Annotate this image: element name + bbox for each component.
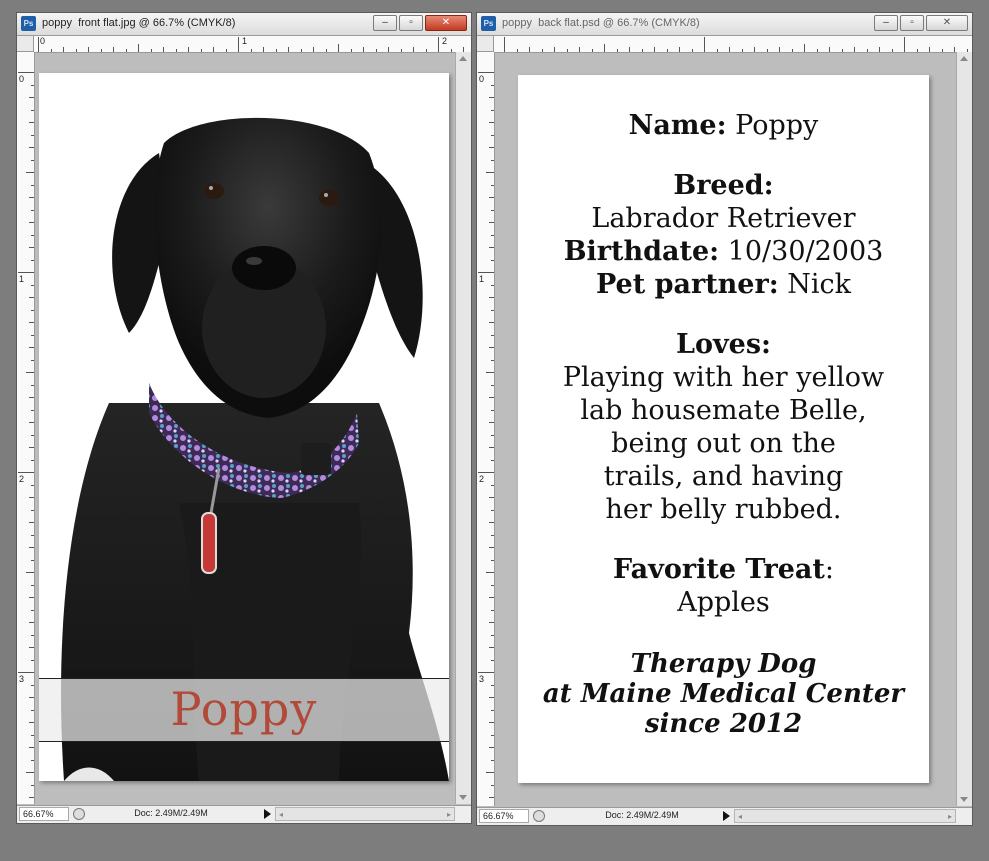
ruler-tick bbox=[486, 172, 494, 173]
ruler-tick bbox=[376, 49, 377, 52]
ruler-tick bbox=[31, 235, 34, 236]
ruler-tick bbox=[491, 785, 494, 786]
status-bar bbox=[17, 805, 471, 823]
ruler-tick bbox=[151, 49, 152, 52]
ruler-tick bbox=[351, 49, 352, 52]
ruler-tick bbox=[854, 47, 855, 52]
treat-value: Apples bbox=[677, 587, 770, 618]
dog-photo bbox=[39, 73, 449, 781]
ruler-tick bbox=[29, 722, 34, 723]
ruler-tick bbox=[18, 472, 34, 473]
treat-label: Favorite Treat bbox=[612, 554, 825, 585]
ruler-tick bbox=[38, 37, 39, 52]
ruler-tick bbox=[489, 722, 494, 723]
footer-line: Therapy Dog bbox=[630, 649, 817, 679]
ruler-tick bbox=[31, 585, 34, 586]
ruler-tick bbox=[363, 47, 364, 52]
ruler-tick bbox=[491, 685, 494, 686]
footer-line: since 2012 bbox=[644, 709, 803, 739]
loves-line: trails, and having bbox=[603, 461, 844, 492]
vertical-ruler[interactable] bbox=[17, 52, 35, 804]
ruler-tick bbox=[489, 697, 494, 698]
ruler-tick bbox=[491, 360, 494, 361]
ruler-tick bbox=[29, 97, 34, 98]
ruler-tick bbox=[491, 385, 494, 386]
ruler-tick bbox=[779, 47, 780, 52]
vertical-scrollbar[interactable] bbox=[956, 52, 972, 806]
ruler-tick bbox=[667, 49, 668, 52]
ruler-tick bbox=[491, 410, 494, 411]
horizontal-scrollbar[interactable] bbox=[275, 807, 455, 821]
ruler-tick bbox=[491, 635, 494, 636]
ruler-label: 0 bbox=[479, 74, 485, 84]
ruler-label: 1 bbox=[19, 274, 25, 284]
ruler-tick bbox=[491, 160, 494, 161]
ruler-tick bbox=[489, 422, 494, 423]
scroll-left-icon[interactable]: ◂ bbox=[279, 810, 284, 819]
ruler-tick bbox=[313, 47, 314, 52]
ruler-tick bbox=[491, 210, 494, 211]
ruler-tick bbox=[679, 47, 680, 52]
ruler-tick bbox=[29, 747, 34, 748]
ruler-tick bbox=[489, 347, 494, 348]
ruler-tick bbox=[29, 147, 34, 148]
window-title: poppy front flat.jpg @ 66.7% (CMYK/8) bbox=[42, 17, 236, 29]
ruler-tick bbox=[517, 49, 518, 52]
ruler-label: 2 bbox=[442, 36, 448, 46]
ruler-tick bbox=[486, 572, 494, 573]
ruler-tick bbox=[276, 49, 277, 52]
name-line bbox=[518, 109, 929, 142]
ruler-tick bbox=[31, 385, 34, 386]
vertical-scrollbar[interactable] bbox=[455, 52, 471, 804]
ruler-tick bbox=[31, 435, 34, 436]
ruler-tick bbox=[554, 47, 555, 52]
ruler-tick bbox=[489, 497, 494, 498]
ruler-tick bbox=[31, 460, 34, 461]
ruler-tick bbox=[604, 44, 605, 52]
ruler-tick bbox=[26, 372, 34, 373]
ruler-label: 3 bbox=[479, 674, 485, 684]
horizontal-ruler[interactable] bbox=[34, 36, 471, 53]
ruler-tick bbox=[31, 285, 34, 286]
name-banner bbox=[39, 678, 449, 742]
ruler-tick bbox=[29, 347, 34, 348]
back-document-window[interactable] bbox=[476, 12, 973, 826]
ruler-tick bbox=[76, 49, 77, 52]
ruler-tick bbox=[767, 49, 768, 52]
zoom-level-field[interactable]: 66.67% bbox=[19, 807, 69, 821]
ruler-tick bbox=[489, 122, 494, 123]
ruler-tick bbox=[31, 185, 34, 186]
photoshop-icon: Ps bbox=[481, 16, 496, 31]
ruler-tick bbox=[491, 285, 494, 286]
ruler-tick bbox=[31, 310, 34, 311]
ruler-tick bbox=[489, 297, 494, 298]
photoshop-icon: Ps bbox=[21, 16, 36, 31]
ruler-tick bbox=[491, 310, 494, 311]
ruler-tick bbox=[804, 44, 805, 52]
ruler-tick bbox=[29, 797, 34, 798]
ruler-label: 0 bbox=[19, 74, 25, 84]
ruler-tick bbox=[504, 37, 505, 52]
ruler-tick bbox=[491, 235, 494, 236]
ruler-tick bbox=[226, 49, 227, 52]
ruler-tick bbox=[201, 49, 202, 52]
ruler-tick bbox=[29, 447, 34, 448]
breed-label: Breed: bbox=[673, 170, 774, 201]
ruler-tick bbox=[438, 37, 439, 52]
ruler-tick bbox=[31, 785, 34, 786]
ruler-origin[interactable] bbox=[17, 36, 34, 52]
ruler-tick bbox=[489, 797, 494, 798]
scroll-left-icon[interactable]: ◂ bbox=[738, 812, 743, 821]
ruler-tick bbox=[31, 635, 34, 636]
title-bar[interactable] bbox=[477, 13, 972, 36]
ruler-tick bbox=[954, 47, 955, 52]
ruler-tick bbox=[29, 497, 34, 498]
ruler-origin[interactable] bbox=[477, 36, 494, 52]
ruler-tick bbox=[29, 522, 34, 523]
ruler-tick bbox=[592, 49, 593, 52]
ruler-tick bbox=[251, 49, 252, 52]
ruler-tick bbox=[31, 335, 34, 336]
ruler-tick bbox=[792, 49, 793, 52]
scroll-right-icon[interactable]: ▸ bbox=[446, 810, 451, 819]
zoom-level-field[interactable]: 66.67% bbox=[479, 809, 529, 823]
scroll-down-icon[interactable] bbox=[459, 795, 467, 800]
ruler-tick bbox=[489, 147, 494, 148]
ruler-tick bbox=[29, 122, 34, 123]
breed-value: Labrador Retriever bbox=[591, 203, 856, 234]
ruler-tick bbox=[489, 647, 494, 648]
ruler-tick bbox=[842, 49, 843, 52]
ruler-label: 1 bbox=[479, 274, 485, 284]
ruler-tick bbox=[692, 49, 693, 52]
ruler-tick bbox=[426, 49, 427, 52]
front-document-window[interactable] bbox=[16, 12, 472, 824]
ruler-tick bbox=[489, 97, 494, 98]
ruler-tick bbox=[31, 160, 34, 161]
maximize-button[interactable]: ▫ bbox=[900, 15, 924, 31]
ruler-tick bbox=[29, 197, 34, 198]
ruler-label: 0 bbox=[40, 36, 46, 46]
ruler-tick bbox=[717, 49, 718, 52]
ruler-tick bbox=[388, 47, 389, 52]
ruler-tick bbox=[491, 535, 494, 536]
ruler-tick bbox=[18, 72, 34, 73]
ruler-tick bbox=[29, 647, 34, 648]
canvas-area[interactable] bbox=[35, 53, 455, 804]
ruler-label: 2 bbox=[19, 474, 25, 484]
ruler-tick bbox=[489, 747, 494, 748]
ruler-tick bbox=[63, 47, 64, 52]
ruler-tick bbox=[31, 685, 34, 686]
treat-colon: : bbox=[824, 554, 835, 585]
ruler-tick bbox=[338, 44, 339, 52]
canvas-area[interactable] bbox=[495, 53, 957, 806]
scroll-down-icon[interactable] bbox=[960, 797, 968, 802]
ruler-tick bbox=[238, 37, 239, 52]
loves-line: her belly rubbed. bbox=[605, 494, 842, 525]
ruler-label: 2 bbox=[479, 474, 485, 484]
ruler-tick bbox=[489, 447, 494, 448]
status-bar bbox=[477, 807, 972, 825]
ruler-tick bbox=[489, 322, 494, 323]
ruler-tick bbox=[31, 610, 34, 611]
ruler-tick bbox=[542, 49, 543, 52]
ruler-tick bbox=[617, 49, 618, 52]
scroll-up-icon[interactable] bbox=[459, 56, 467, 61]
minimize-button[interactable]: – bbox=[373, 15, 397, 31]
status-menu-arrow-icon[interactable] bbox=[723, 811, 730, 821]
loves-line: lab housemate Belle, bbox=[580, 395, 867, 426]
horizontal-scrollbar[interactable] bbox=[734, 809, 956, 823]
ruler-tick bbox=[31, 660, 34, 661]
ruler-tick bbox=[31, 560, 34, 561]
name-value: Poppy bbox=[735, 110, 819, 141]
ruler-label: 1 bbox=[242, 36, 248, 46]
ruler-tick bbox=[729, 47, 730, 52]
status-info-icon[interactable] bbox=[533, 810, 545, 822]
ruler-tick bbox=[892, 49, 893, 52]
ruler-tick bbox=[31, 260, 34, 261]
footer-line: at Maine Medical Center bbox=[542, 679, 905, 709]
ruler-tick bbox=[101, 49, 102, 52]
ruler-tick bbox=[491, 585, 494, 586]
ruler-tick bbox=[491, 260, 494, 261]
scroll-up-icon[interactable] bbox=[960, 56, 968, 61]
ruler-tick bbox=[579, 47, 580, 52]
ruler-tick bbox=[29, 697, 34, 698]
ruler-tick bbox=[491, 435, 494, 436]
ruler-tick bbox=[31, 410, 34, 411]
ruler-tick bbox=[817, 49, 818, 52]
ruler-tick bbox=[754, 47, 755, 52]
ruler-tick bbox=[29, 422, 34, 423]
ruler-tick bbox=[31, 210, 34, 211]
ruler-tick bbox=[18, 272, 34, 273]
ruler-tick bbox=[491, 660, 494, 661]
back-card-canvas[interactable] bbox=[518, 75, 929, 783]
close-button[interactable]: ✕ bbox=[425, 15, 467, 31]
ruler-tick bbox=[326, 49, 327, 52]
birthdate-label: Birthdate: bbox=[563, 236, 720, 267]
minimize-button[interactable]: – bbox=[874, 15, 898, 31]
ruler-tick bbox=[478, 472, 494, 473]
ruler-tick bbox=[176, 49, 177, 52]
ruler-tick bbox=[491, 485, 494, 486]
ruler-tick bbox=[917, 49, 918, 52]
ruler-tick bbox=[29, 622, 34, 623]
ruler-tick bbox=[491, 610, 494, 611]
ruler-tick bbox=[929, 47, 930, 52]
ruler-tick bbox=[188, 47, 189, 52]
status-info-icon[interactable] bbox=[73, 808, 85, 820]
title-bar[interactable] bbox=[17, 13, 471, 36]
vertical-ruler[interactable] bbox=[477, 52, 495, 806]
ruler-tick bbox=[31, 135, 34, 136]
ruler-tick bbox=[491, 335, 494, 336]
ruler-tick bbox=[942, 49, 943, 52]
ruler-tick bbox=[491, 110, 494, 111]
maximize-button[interactable]: ▫ bbox=[399, 15, 423, 31]
document-size: Doc: 2.49M/2.49M bbox=[605, 810, 679, 820]
scroll-right-icon[interactable]: ▸ bbox=[947, 812, 952, 821]
ruler-tick bbox=[491, 760, 494, 761]
ruler-tick bbox=[301, 49, 302, 52]
ruler-tick bbox=[31, 710, 34, 711]
ruler-tick bbox=[29, 222, 34, 223]
ruler-tick bbox=[401, 49, 402, 52]
ruler-tick bbox=[489, 522, 494, 523]
ruler-tick bbox=[867, 49, 868, 52]
ruler-tick bbox=[213, 47, 214, 52]
ruler-tick bbox=[31, 735, 34, 736]
loves-line: being out on the bbox=[611, 428, 836, 459]
ruler-tick bbox=[489, 547, 494, 548]
document-size: Doc: 2.49M/2.49M bbox=[134, 808, 208, 818]
ruler-tick bbox=[31, 535, 34, 536]
birthdate-line bbox=[518, 235, 929, 268]
ruler-tick bbox=[31, 110, 34, 111]
ruler-tick bbox=[486, 372, 494, 373]
treat-label-line bbox=[518, 553, 929, 586]
ruler-tick bbox=[26, 172, 34, 173]
birthdate-value: 10/30/2003 bbox=[727, 236, 884, 267]
ruler-tick bbox=[491, 85, 494, 86]
ruler-tick bbox=[904, 37, 905, 52]
ruler-tick bbox=[489, 597, 494, 598]
ruler-tick bbox=[491, 560, 494, 561]
ruler-tick bbox=[491, 735, 494, 736]
ruler-tick bbox=[31, 760, 34, 761]
dog-name-title: Poppy bbox=[170, 682, 318, 736]
ruler-tick bbox=[629, 47, 630, 52]
ruler-label: 3 bbox=[19, 674, 25, 684]
ruler-tick bbox=[126, 49, 127, 52]
ruler-tick bbox=[288, 47, 289, 52]
loves-label: Loves: bbox=[675, 329, 772, 360]
loves-line: Playing with her yellow bbox=[562, 362, 885, 393]
ruler-tick bbox=[51, 49, 52, 52]
ruler-tick bbox=[529, 47, 530, 52]
ruler-tick bbox=[489, 397, 494, 398]
ruler-tick bbox=[491, 135, 494, 136]
ruler-tick bbox=[263, 47, 264, 52]
ruler-tick bbox=[567, 49, 568, 52]
ruler-tick bbox=[489, 197, 494, 198]
ruler-tick bbox=[742, 49, 743, 52]
ruler-tick bbox=[491, 510, 494, 511]
partner-line bbox=[518, 268, 929, 301]
ruler-tick bbox=[486, 772, 494, 773]
ruler-tick bbox=[88, 47, 89, 52]
ruler-tick bbox=[163, 47, 164, 52]
ruler-tick bbox=[31, 485, 34, 486]
status-menu-arrow-icon[interactable] bbox=[264, 809, 271, 819]
ruler-tick bbox=[451, 49, 452, 52]
ruler-tick bbox=[31, 510, 34, 511]
ruler-tick bbox=[18, 672, 34, 673]
ruler-tick bbox=[29, 597, 34, 598]
ruler-tick bbox=[413, 47, 414, 52]
horizontal-ruler[interactable] bbox=[494, 36, 972, 53]
ruler-tick bbox=[113, 47, 114, 52]
ruler-tick bbox=[491, 185, 494, 186]
ruler-tick bbox=[654, 47, 655, 52]
ruler-tick bbox=[491, 460, 494, 461]
ruler-tick bbox=[29, 547, 34, 548]
ruler-tick bbox=[491, 710, 494, 711]
ruler-tick bbox=[29, 322, 34, 323]
ruler-tick bbox=[26, 572, 34, 573]
window-title: poppy back flat.psd @ 66.7% (CMYK/8) bbox=[502, 17, 700, 29]
ruler-tick bbox=[29, 247, 34, 248]
ruler-tick bbox=[489, 222, 494, 223]
ruler-tick bbox=[26, 772, 34, 773]
partner-value: Nick bbox=[787, 269, 852, 300]
ruler-tick bbox=[29, 397, 34, 398]
ruler-tick bbox=[31, 360, 34, 361]
partner-label: Pet partner: bbox=[595, 269, 779, 300]
ruler-tick bbox=[879, 47, 880, 52]
ruler-tick bbox=[31, 85, 34, 86]
ruler-tick bbox=[478, 72, 494, 73]
ruler-tick bbox=[704, 37, 705, 52]
ruler-tick bbox=[478, 272, 494, 273]
ruler-tick bbox=[829, 47, 830, 52]
close-button[interactable]: ✕ bbox=[926, 15, 968, 31]
ruler-tick bbox=[642, 49, 643, 52]
front-card-canvas[interactable] bbox=[39, 73, 449, 781]
ruler-tick bbox=[29, 297, 34, 298]
name-label: Name: bbox=[628, 110, 727, 141]
ruler-tick bbox=[489, 622, 494, 623]
ruler-tick bbox=[489, 247, 494, 248]
ruler-tick bbox=[478, 672, 494, 673]
ruler-tick bbox=[138, 44, 139, 52]
